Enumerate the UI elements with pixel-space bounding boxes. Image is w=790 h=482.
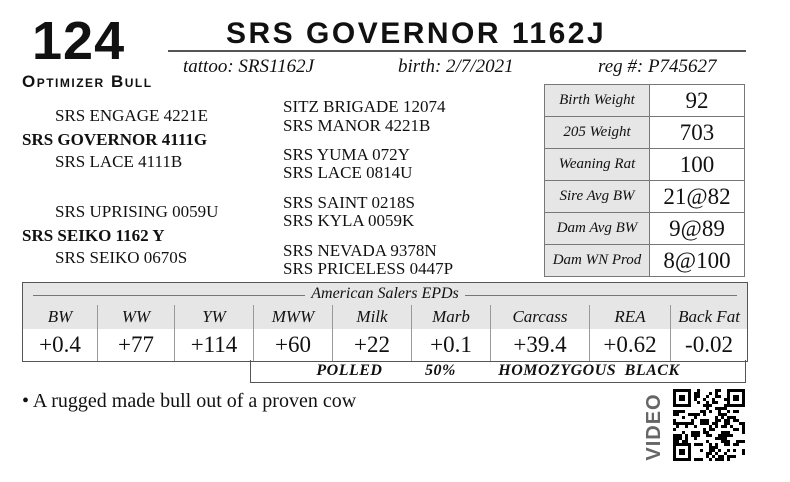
epd-value: +0.62 — [590, 329, 670, 361]
epd-header: BW — [47, 307, 73, 326]
pedigree-g4: SRS LACE 0814U — [283, 163, 413, 182]
epd-column — [490, 305, 589, 361]
epd-value: +114 — [175, 329, 253, 361]
header-rule — [168, 50, 746, 52]
epd-title: American Salers EPDs — [305, 285, 465, 302]
epd-column — [411, 305, 490, 361]
epd-header: Carcass — [512, 307, 568, 326]
epd-columns — [23, 305, 747, 361]
stat-value: 703 — [650, 117, 745, 149]
table-row — [545, 85, 745, 117]
pedigree-dam-dam: SRS SEIKO 0670S — [55, 248, 188, 267]
pedigree-g3: SRS YUMA 072Y — [283, 145, 410, 164]
epd-value: +0.4 — [23, 329, 97, 361]
stat-value: 9@89 — [650, 213, 745, 245]
epd-column — [174, 305, 253, 361]
stat-value: 92 — [650, 85, 745, 117]
epd-value: +77 — [98, 329, 174, 361]
table-row — [545, 181, 745, 213]
epd-header: Marb — [432, 307, 470, 326]
pedigree-g1: SITZ BRIGADE 12074 — [283, 97, 446, 116]
epd-header: YW — [202, 307, 226, 326]
stat-value: 21@82 — [650, 181, 745, 213]
epd-column — [23, 305, 97, 361]
epd-column — [332, 305, 411, 361]
pedigree-dam-sire: SRS UPRISING 0059U — [55, 202, 219, 221]
stat-label: Weaning Rat — [545, 149, 650, 181]
epd-panel — [22, 282, 748, 362]
epd-column — [670, 305, 747, 361]
pedigree-sire: SRS GOVERNOR 4111G — [22, 130, 208, 149]
qr-code-icon[interactable] — [672, 388, 746, 462]
video-label[interactable] — [640, 390, 668, 464]
epd-value: +39.4 — [491, 329, 589, 361]
epd-column — [97, 305, 174, 361]
epd-value: +22 — [333, 329, 411, 361]
stat-value: 8@100 — [650, 245, 745, 277]
stat-label: 205 Weight — [545, 117, 650, 149]
stat-label: Dam WN Prod — [545, 245, 650, 277]
table-row — [545, 213, 745, 245]
video-label-text: VIDEO — [643, 393, 665, 461]
stat-label: Sire Avg BW — [545, 181, 650, 213]
comment-text: • A rugged made bull out of a proven cow — [22, 390, 357, 412]
pedigree-g2: SRS MANOR 4221B — [283, 116, 431, 135]
tattoo: tattoo: SRS1162J — [183, 56, 315, 77]
bull-name: SRS GOVERNOR 1162J — [226, 17, 607, 50]
pedigree-dam: SRS SEIKO 1162 Y — [22, 226, 165, 245]
registration-number: reg #: P745627 — [598, 56, 717, 77]
pedigree-g5: SRS SAINT 0218S — [283, 193, 415, 212]
epd-header: Back Fat — [678, 307, 740, 326]
epd-header: Milk — [356, 307, 388, 326]
stat-value: 100 — [650, 149, 745, 181]
pedigree-sire-sire: SRS ENGAGE 4221E — [55, 106, 209, 125]
epd-value: +0.1 — [412, 329, 490, 361]
bull-type: Optimizer Bull — [22, 72, 153, 91]
lot-number: 124 — [32, 11, 126, 71]
stat-label: Dam Avg BW — [545, 213, 650, 245]
table-row — [545, 245, 745, 277]
birth-date: birth: 2/7/2021 — [398, 56, 514, 77]
pedigree-g6: SRS KYLA 0059K — [283, 211, 415, 230]
epd-value: +60 — [254, 329, 332, 361]
epd-value: -0.02 — [671, 329, 747, 361]
stat-label: Birth Weight — [545, 85, 650, 117]
pedigree-g8: SRS PRICELESS 0447P — [283, 259, 454, 278]
pedigree-sire-dam: SRS LACE 4111B — [55, 152, 183, 171]
table-row — [545, 149, 745, 181]
epd-column — [589, 305, 670, 361]
pedigree-g7: SRS NEVADA 9378N — [283, 241, 437, 260]
epd-column — [253, 305, 332, 361]
performance-table — [544, 84, 745, 277]
epd-header: REA — [614, 307, 646, 326]
genetic-notes: POLLED 50% HOMOZYGOUS BLACK — [250, 360, 746, 383]
table-row — [545, 117, 745, 149]
epd-header: WW — [121, 307, 151, 326]
epd-header: MWW — [271, 307, 315, 326]
